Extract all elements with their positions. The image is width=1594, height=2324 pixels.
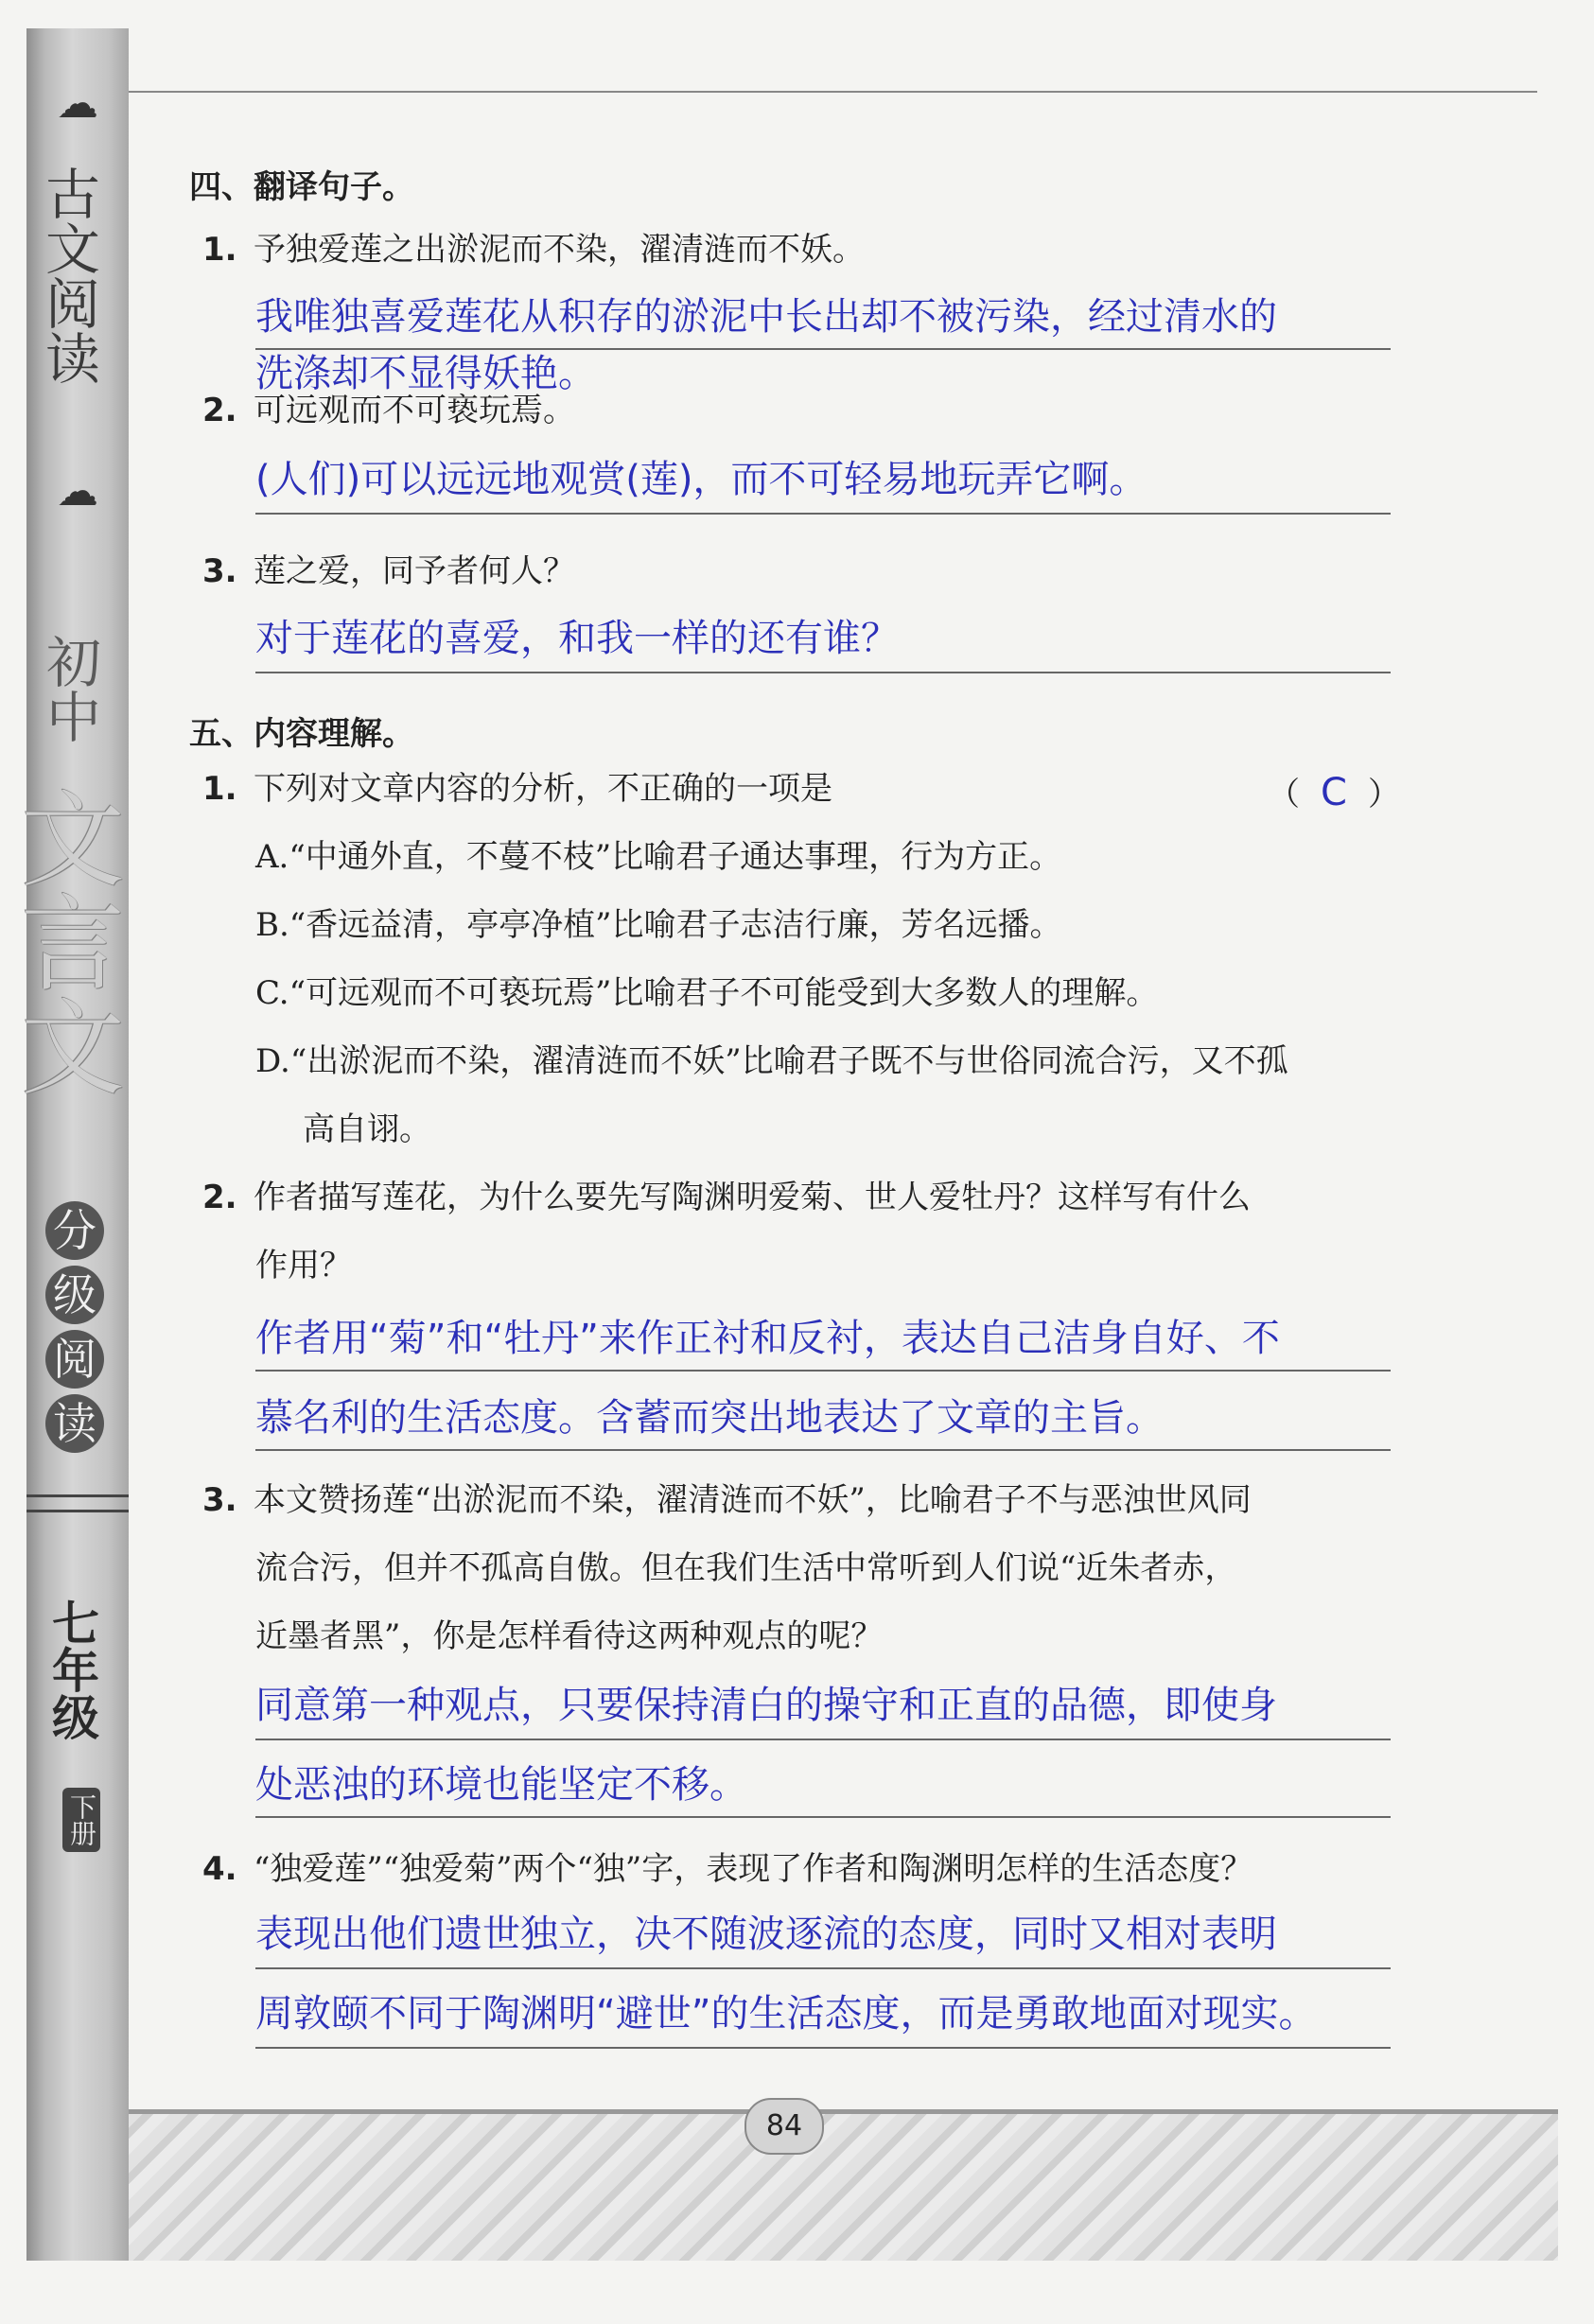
question-text: 可远观而不可亵玩焉。 [254,392,575,429]
question-text: 流合污，但并不孤高自傲。但在我们生活中常听到人们说“近朱者赤， [255,1549,1237,1587]
section-title: 四、翻译句子。 [189,168,414,206]
option-a: A.“中通外直，不蔓不枝”比喻君子通达事理，行为方正。 [255,838,1062,876]
footer-pattern [129,2109,1558,2261]
sidebar-divider [26,1510,129,1512]
answer-rule [255,2047,1391,2049]
tag-char: 阅 [45,1330,104,1389]
page-number: 84 [744,2098,824,2155]
question [202,550,575,592]
option-b: B.“香远益清，亭亭净植”比喻君子志洁行廉，芳名远播。 [255,906,1062,944]
answer-rule [255,1449,1391,1451]
question-number: 2. [202,1179,237,1216]
tag-char: 级 [45,1266,104,1324]
volume-badge: 下册 [62,1788,100,1852]
option-d-continued: 高自诩。 [303,1110,431,1148]
option-c: C.“可远观而不可亵玩焉”比喻君子不可能受到大多数人的理解。 [255,974,1159,1012]
question-text: 本文赞扬莲“出淤泥而不染，濯清涟而不妖”，比喻君子不与恶浊世风同 [254,1481,1252,1519]
bracket-open: （ [1268,776,1300,813]
question-number: 3. [202,552,237,590]
answer-line: 慕名利的生活态度。含蓄而突出地表达了文章的主旨。 [255,1396,1164,1440]
answer-rule [255,1816,1391,1818]
answer-rule [255,1370,1391,1372]
tag-circles [45,1201,110,1459]
answer-line: 洗涤却不显得妖艳。 [255,352,596,395]
answer-line: 表现出他们遗世独立，决不随波逐流的态度，同时又相对表明 [255,1913,1277,1956]
option-d: D.“出淤泥而不染，濯清涟而不妖”比喻君子既不与世俗同流合污，又不孤 [255,1042,1288,1080]
question [202,768,832,810]
bracket-close: ） [1367,776,1400,813]
question-text: 近墨者黑”，你是怎样看待这两种观点的呢？ [255,1617,884,1655]
question-number: 1. [202,770,237,808]
footer-rule [129,2109,1558,2114]
question-text: 作者描写莲花，为什么要先写陶渊明爱菊、世人爱牡丹？这样写有什么 [254,1179,1251,1216]
question-text: 作用？ [255,1247,352,1284]
question-number: 3. [202,1481,237,1519]
question [202,1848,1252,1890]
section-title: 五、内容理解。 [189,715,414,753]
question-text: 下列对文章内容的分析，不正确的一项是 [254,770,832,808]
answer-line: 我唯独喜爱莲花从积存的淤泥中长出却不被污染，经过清水的 [255,295,1277,339]
series-title: 古文阅读 [36,166,100,385]
answer-rule [255,672,1391,673]
question-text: “独爱莲”“独爱菊”两个“独”字，表现了作者和陶渊明怎样的生活态度？ [254,1850,1253,1888]
answer-line: 同意第一种观点，只要保持清白的操守和正直的品德，即使身 [255,1684,1277,1727]
sidebar-divider [26,1494,129,1497]
answer-bracket [1268,768,1400,814]
question-number: 4. [202,1850,237,1888]
tag-char: 读 [45,1394,104,1453]
answer-rule [255,513,1391,515]
question [202,1177,1251,1218]
subject-label: 文言文 [4,785,125,1097]
question [202,229,865,271]
cloud-ornament-icon: ☁ [57,467,98,515]
header-rule [129,91,1537,93]
answer-rule [255,1967,1391,1969]
answer-line: (人们)可以远远地观赏(莲)，而不可轻易地玩弄它啊。 [255,458,1147,501]
grade-label: 七年级 [44,1599,100,1740]
answer-line: 作者用“菊”和“牡丹”来作正衬和反衬，表达自己洁身自好、不 [255,1317,1280,1360]
answer-line: 对于莲花的喜爱，和我一样的还有谁？ [255,617,899,660]
question [202,1479,1252,1521]
level-label: 初中 [37,634,101,743]
answer-line: 周敦颐不同于陶渊明“避世”的生活态度，而是勇敢地面对现实。 [255,1992,1317,2036]
answer-line: 处恶浊的环境也能坚定不移。 [255,1763,747,1807]
question-number: 2. [202,392,237,429]
chosen-answer: C [1321,771,1347,814]
question [202,390,575,431]
sidebar-banner [4,28,129,2261]
question-number: 1. [202,231,237,269]
tag-char: 分 [45,1201,104,1260]
question-text: 予独爱莲之出淤泥而不染，濯清涟而不妖。 [254,231,865,269]
answer-rule [255,1739,1391,1740]
question-text: 莲之爱，同予者何人？ [254,552,575,590]
cloud-ornament-icon: ☁ [57,79,98,128]
